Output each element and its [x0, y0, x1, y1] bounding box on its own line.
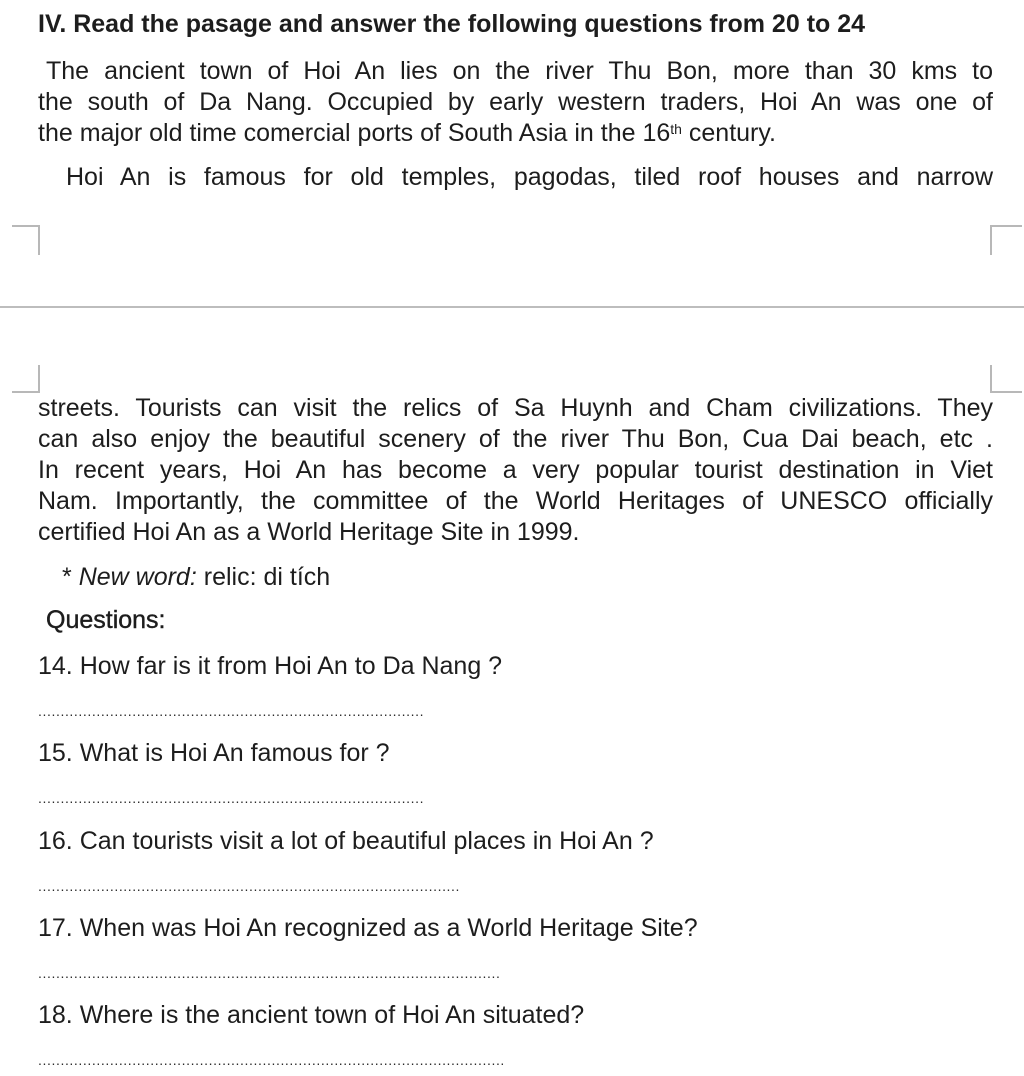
passage-paragraph-3: [38, 393, 993, 548]
new-word-prefix: *: [62, 563, 79, 591]
answer-line-18: ........................................................................................................: [38, 1052, 505, 1068]
new-word-label: New word: [78, 563, 190, 591]
passage-line: the south of Da Nang. Occupied by early western traders, Hoi An was one of: [38, 88, 993, 116]
page-corner-mark-left: [12, 365, 40, 393]
new-word-note: [62, 563, 330, 592]
passage-line: streets. Tourists can visit the relics of Sa Huynh and Cham civilizations. They: [38, 394, 993, 422]
section-heading: IV. Read the pasage and answer the following questions from 20 to 24: [38, 10, 866, 38]
page-corner-mark-right: [990, 365, 1022, 393]
question-16: 16. Can tourists visit a lot of beautiful places in Hoi An ?: [38, 827, 654, 855]
answer-line-15: ......................................................................................: [38, 790, 425, 806]
passage-text: century.: [681, 119, 776, 147]
passage-line: certified Hoi An as a World Heritage Site in 1999.: [38, 518, 580, 546]
passage-line: Nam. Importantly, the committee of the World Heritages of UNESCO officially: [38, 487, 993, 515]
document-page-top: [0, 0, 1024, 300]
question-15: 15. What is Hoi An famous for ?: [38, 739, 390, 767]
passage-line: [38, 118, 993, 149]
new-word-definition: relic: di tích: [196, 563, 331, 591]
passage-line: The ancient town of Hoi An lies on the river Thu Bon, more than 30 kms to: [46, 57, 993, 85]
answer-line-17: .......................................................................................................: [38, 965, 501, 981]
passage-paragraph-2: [38, 162, 993, 193]
passage-line: Hoi An is famous for old temples, pagodas, tiled roof houses and narrow: [66, 163, 993, 191]
page-corner-mark-right: [990, 225, 1022, 255]
passage-line: can also enjoy the beautiful scenery of the river Thu Bon, Cua Dai beach, etc .: [38, 425, 993, 453]
question-17: 17. When was Hoi An recognized as a World Heritage Site?: [38, 914, 698, 942]
questions-label: Questions:: [46, 606, 166, 634]
page-break-divider: [0, 306, 1024, 308]
passage-paragraph-1: [38, 56, 993, 149]
ordinal-suffix: th: [670, 121, 682, 137]
passage-line: In recent years, Hoi An has become a very popular tourist destination in Viet: [38, 456, 993, 484]
question-14: 14. How far is it from Hoi An to Da Nang ?: [38, 652, 503, 680]
question-18: 18. Where is the ancient town of Hoi An situated?: [38, 1001, 585, 1029]
passage-text: the major old time comercial ports of South Asia in the 16: [38, 119, 671, 147]
page-corner-mark-left: [12, 225, 40, 255]
answer-line-14: ......................................................................................: [38, 703, 425, 719]
new-word-colon: :: [189, 563, 197, 591]
answer-line-16: ..............................................................................................: [38, 878, 461, 894]
